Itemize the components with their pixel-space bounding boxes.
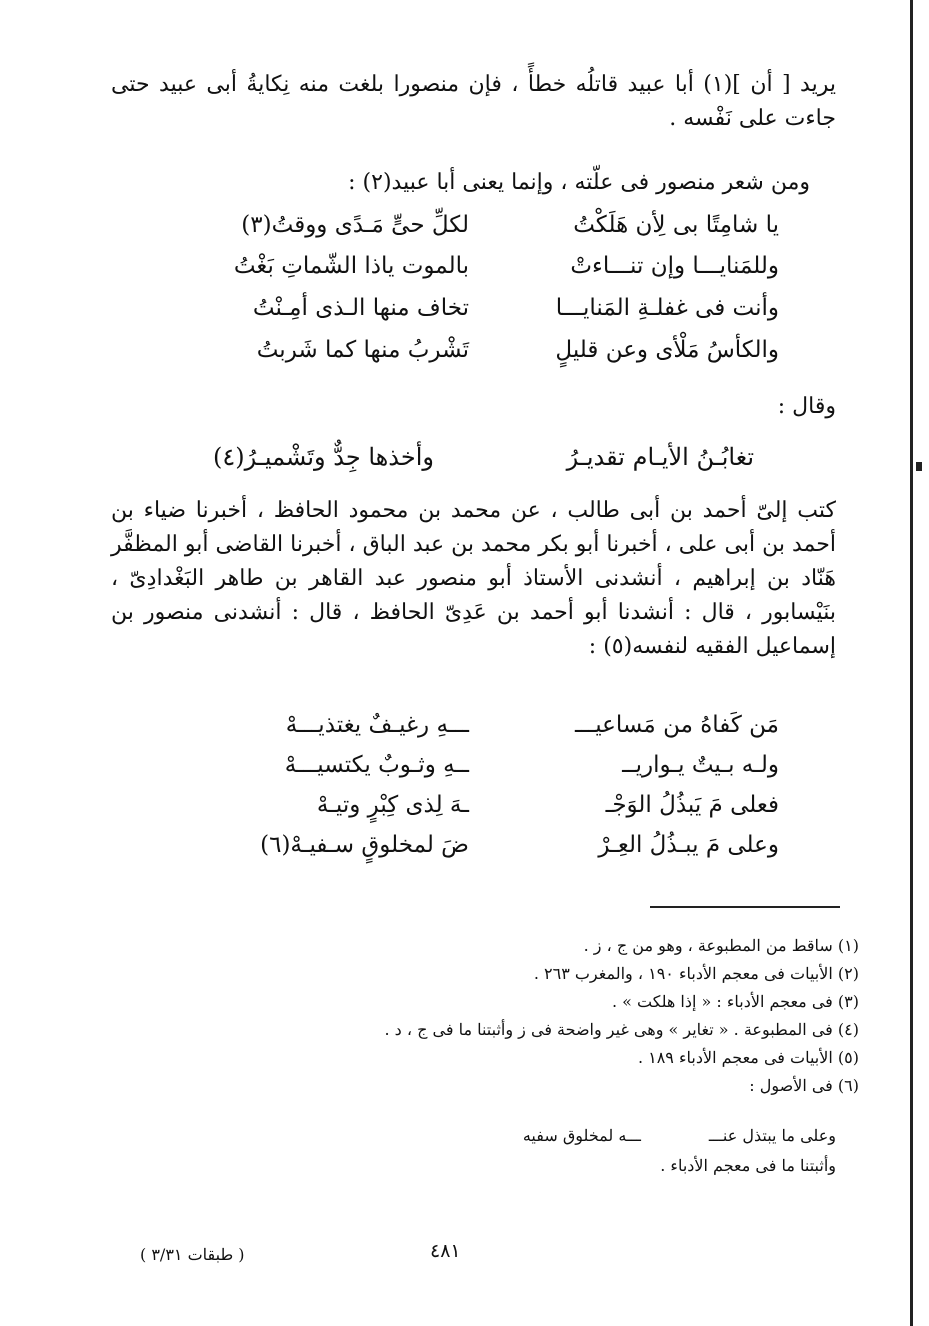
page-number: ٤٨١ bbox=[430, 1240, 461, 1262]
verse-second-hemistich: وأخذها جِدٌّ وتَشْميـرُ(٤) bbox=[212, 443, 434, 471]
footnote: (٢) الأبيات فى معجم الأدباء ١٩٠ ، والمغرب ٢٦٣ . bbox=[533, 964, 859, 983]
footnote: (٥) الأبيات فى معجم الأدباء ١٨٩ . bbox=[637, 1048, 859, 1067]
verse-first-hemistich: فعلى مَ يَبذُلُ الوَجْـ bbox=[605, 792, 779, 818]
verse-second-hemistich: ـــهِ رغيـفٌ يغتذيـــهْ bbox=[285, 712, 469, 738]
footnote: (٤) فى المطبوعة . « تغاير » وهى غير واضحة فى ز وأثبتنا ما فى ج ، د . bbox=[384, 1020, 859, 1039]
single-verse bbox=[194, 443, 754, 471]
footnote-continuation: وأثبتنا ما فى معجم الأدباء . bbox=[660, 1156, 836, 1175]
verse-second-hemistich: لكلِّ حىٍّ مَـدًى ووقتُ(٣) bbox=[241, 212, 469, 238]
footnotes bbox=[299, 932, 859, 1100]
footnote: (٣) فى معجم الأدباء : « إذا هلكت » . bbox=[611, 992, 859, 1011]
poem-1-verse bbox=[149, 295, 779, 333]
binding-edge-line bbox=[910, 0, 913, 1326]
verse-second-hemistich: بالموت ياذا الشّماتِ بَغْتُ bbox=[233, 253, 469, 279]
footnote-verse bbox=[336, 1126, 836, 1154]
verse-second-hemistich: ــهِ وثـوبٌ يكتسيـــهْ bbox=[284, 752, 469, 778]
poem-2-verse bbox=[149, 792, 779, 830]
verse-first-hemistich: والكأسُ مَلْأى وعن قليلٍ bbox=[555, 337, 779, 363]
poem-2-verse bbox=[149, 832, 779, 870]
intro-paragraph: يريد [ أن ](١) أبا عبيد قاتلُه خطأً ، فإن منصورا بلغت منه نِكايةُ أبى عبيد حتى جاءت على نَفْسه . bbox=[111, 72, 836, 131]
footnote-separator bbox=[650, 906, 840, 908]
poem-2-verse bbox=[149, 752, 779, 790]
signature-mark: ( طبقات ٣/٣١ ) bbox=[140, 1245, 245, 1264]
poem-1-verse bbox=[149, 337, 779, 375]
verse-first-hemistich: ولـه بـيتٌ يـواريــ bbox=[622, 752, 779, 778]
verse-first-hemistich: تغابُـنُ الأيـام تقديـرُ bbox=[566, 443, 754, 471]
verse-first-hemistich: مَن كَفاهُ من مَساعيـــ bbox=[575, 712, 779, 738]
qala-label: وقال : bbox=[777, 394, 836, 419]
footnote: (١) ساقط من المطبوعة ، وهو من ج ، ز . bbox=[583, 936, 859, 955]
footnote: (٦) فى الأصول : bbox=[749, 1076, 859, 1095]
isnad-paragraph: كتب إلىّ أحمد بن أبى طالب ، عن محمد بن محمود الحافظ ، أخبرنا ضياء بن أحمد بن أبى على ، أخبرنا أبو بكر محمد بن عبد الباق ، أخبرنا القاضى أبو المظفَّر هَنّاد بن إبراهيم ، أنشدنى الأستاذ أبو منصور عبد القاهر بن طاهر البَغْدادِىّ ، بنَيْسابور ، قال : أنشدنا أبو أحمد بن عَدِىّ الحافظ ، قال : أنشدنى منصور بن إسماعيل الفقيه لنفسه(٥) : bbox=[111, 498, 836, 659]
verse-first-hemistich: وعلى ما يبتذل عنـــ bbox=[708, 1126, 836, 1145]
poem-introduction: ومن شعر منصور فى علّته ، وإنما يعنى أبا عبيد(٢) : bbox=[348, 170, 810, 195]
poem-2-verse bbox=[149, 712, 779, 750]
verse-second-hemistich: ضَ لمخلوقٍ سـفيـهْ(٦) bbox=[260, 832, 469, 858]
verse-first-hemistich: وأنت فى غفلـةِ المَنايـــا bbox=[555, 295, 779, 321]
verse-first-hemistich: وللمَنايـــا وإن تنـــاءتْ bbox=[570, 253, 779, 279]
verse-first-hemistich: يا شامِتًا بى لِأن هَلَكْتُ bbox=[573, 212, 779, 238]
verse-second-hemistich: ـهَ لِذى كِبْرٍ وتيـهْ bbox=[316, 792, 469, 818]
verse-second-hemistich: ـــه لمخلوق سفيه bbox=[522, 1126, 641, 1145]
verse-second-hemistich: تَشْربُ منها كما شَربتُ bbox=[256, 337, 469, 363]
verse-first-hemistich: وعلى مَ يبـذُلُ العِـرْ bbox=[598, 832, 779, 858]
poem-1-verse bbox=[149, 253, 779, 291]
verse-second-hemistich: تخاف منها الـذى أمِـنْتُ bbox=[252, 295, 469, 321]
margin-mark bbox=[916, 462, 922, 471]
poem-1-verse bbox=[149, 212, 779, 250]
